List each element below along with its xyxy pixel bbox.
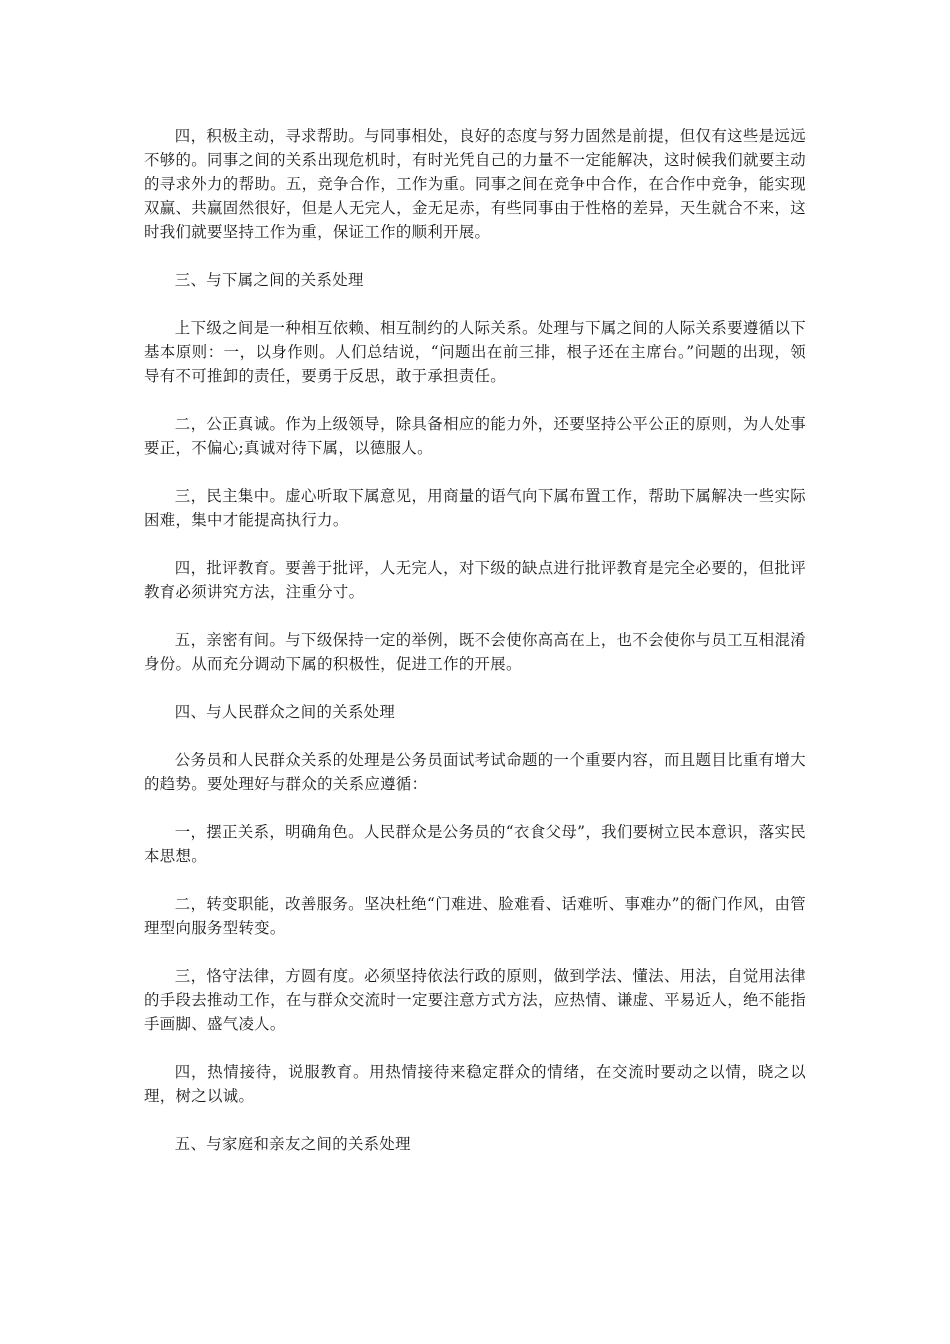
section-heading-public: 四、与人民群众之间的关系处理 (174, 703, 396, 721)
paragraph-public-principle-4: 四，热情接待，说服教育。用热情接待来稳定群众的情绪，在交流时要动之以情，晓之以理，树之以诚。 (144, 1063, 806, 1105)
section-heading-family: 五、与家庭和亲友之间的关系处理 (174, 1135, 411, 1153)
paragraph-public-principle-3: 三，恪守法律，方圆有度。必须坚持依法行政的原则，做到学法、懂法、用法，自觉用法律的手段去推动工作，在与群众交流时一定要注意方式方法，应热情、谦虚、平易近人，绝不能指手画脚、盛气凌人。 (144, 967, 806, 1033)
paragraph-public-principle-1: 一，摆正关系，明确角色。人民群众是公务员的“衣食父母”，我们要树立民本意识，落实民本思想。 (144, 823, 806, 865)
paragraph-colleague-principles-4-5: 四，积极主动，寻求帮助。与同事相处，良好的态度与努力固然是前提，但仅有这些是远远不够的。同事之间的关系出现危机时，有时光凭自己的力量不一定能解决，这时候我们就要主动的寻求外力的帮助。五，竞争合作，工作为重。同事之间在竞争中合作，在合作中竞争，能实现双赢、共赢固然很好，但是人无完人，金无足赤，有些同事由于性格的差异，天生就合不来，这时我们就要坚持工作为重，保证工作的顺利开展。 (144, 127, 806, 241)
paragraph-subordinates-principle-2: 二，公正真诚。作为上级领导，除具备相应的能力外，还要坚持公平公正的原则，为人处事要正，不偏心;真诚对待下属，以德服人。 (144, 415, 806, 457)
document-page (144, 124, 806, 1180)
paragraph-subordinates-principle-5: 五，亲密有间。与下级保持一定的举例，既不会使你高高在上，也不会使你与员工互相混淆身份。从而充分调动下属的积极性，促进工作的开展。 (144, 631, 806, 673)
paragraph-subordinates-principle-4: 四，批评教育。要善于批评，人无完人，对下级的缺点进行批评教育是完全必要的，但批评教育必须讲究方法，注重分寸。 (144, 559, 806, 601)
paragraph-public-principle-2: 二，转变职能，改善服务。坚决杜绝“门难进、脸难看、话难听、事难办”的衙门作风，由管理型向服务型转变。 (144, 895, 806, 937)
paragraph-subordinates-principle-3: 三，民主集中。虚心听取下属意见，用商量的语气向下属布置工作，帮助下属解决一些实际困难，集中才能提高执行力。 (144, 487, 806, 529)
section-heading-subordinates: 三、与下属之间的关系处理 (174, 271, 364, 289)
paragraph-subordinates-principle-1: 上下级之间是一种相互依赖、相互制约的人际关系。处理与下属之间的人际关系要遵循以下基本原则：一，以身作则。人们总结说，“问题出在前三排，根子还在主席台。”问题的出现，领导有不可推卸的责任，要勇于反思，敢于承担责任。 (144, 319, 806, 385)
paragraph-public-intro: 公务员和人民群众关系的处理是公务员面试考试命题的一个重要内容，而且题目比重有增大的趋势。要处理好与群众的关系应遵循： (144, 751, 806, 793)
